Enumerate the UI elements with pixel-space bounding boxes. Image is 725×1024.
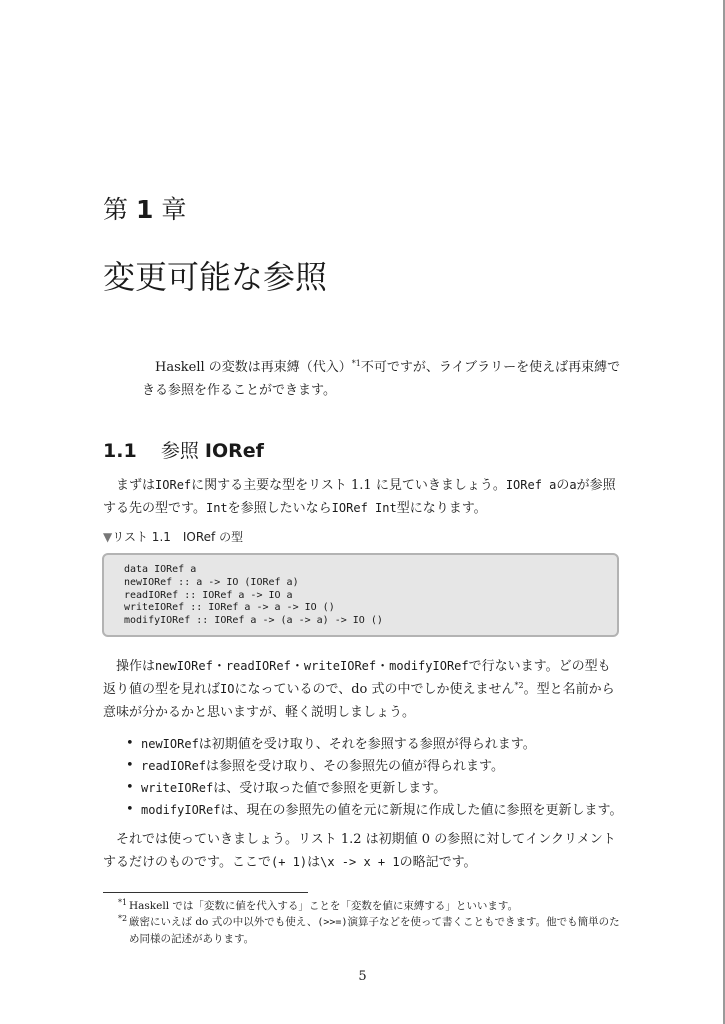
- footnote-ref-2[interactable]: *2: [514, 681, 524, 690]
- footnotes: [103, 898, 623, 947]
- section-heading: 1.1 参照 IORef: [103, 440, 264, 462]
- footnote-1: *1 Haskell では「変数に値を代入する」ことを「変数を値に束縛する」といいます。: [118, 898, 519, 912]
- triangle-marker-icon: ▼: [103, 530, 113, 544]
- bullet-icon: •: [126, 736, 134, 751]
- list-item: • newIORefは初期値を受け取り、それを参照する参照が得られます。: [120, 733, 630, 755]
- paragraph-types: まずはIORefに関する主要な型をリスト 1.1 に見ていきましょう。IORef aのaが参照する先の型です。Intを参照したいならIORef Int型になります。: [103, 478, 616, 516]
- intro-paragraph: Haskell の変数は再束縛（代入）$^{*1}$不可ですが、ライブラリーを使えば再束縛できる参照を作ることができます。: [142, 359, 621, 398]
- paragraph-operations: 操作はnewIORef・readIORef・writeIORef・modifyIORefで行ないます。どの型も返り値の型を見ればIOになっているので、do 式の中でしか使えません$^{*2}$。型と名前から意味が分かるかと思いますが、軽く説明しましょう。: [103, 659, 615, 720]
- list-item: • readIORefは参照を受け取り、その参照先の値が得られます。: [120, 755, 630, 777]
- operations-list: [120, 733, 630, 821]
- page-number: 5: [358, 969, 367, 984]
- footnote-2: *2 厳密にいえば do 式の中以外でも使え、(>>=)演算子などを使って書くこともできます。他でも簡単のため同様の記述があります。: [118, 914, 620, 945]
- footnote-divider: [103, 892, 308, 893]
- listing-caption: ▼リスト 1.1 IORef の型: [103, 530, 244, 544]
- code-block: data IORef a newIORef :: a -> IO (IORef a) readIORef :: IORef a -> IO a writeIORef :: IORef a -> a -> IO () modifyIORef :: IORef a -> (a -> a) -> IO (): [124, 564, 383, 627]
- bullet-icon: •: [126, 758, 134, 773]
- code-listing: [102, 553, 619, 637]
- bullet-icon: •: [126, 802, 134, 817]
- list-item: • modifyIORefは、現在の参照先の値を元に新規に作成した値に参照を更新します。: [120, 799, 630, 821]
- paragraph-usage: それでは使っていきましょう。リスト 1.2 は初期値 0 の参照に対してインクリメントするだけのものです。ここで(+ 1)は\x -> x + 1の略記です。: [103, 832, 616, 870]
- chapter-label: 第 1 章: [103, 195, 187, 224]
- chapter-title: 変更可能な参照: [103, 258, 328, 296]
- bullet-icon: •: [126, 780, 134, 795]
- list-item: • writeIORefは、受け取った値で参照を更新します。: [120, 777, 630, 799]
- footnote-ref-1[interactable]: *1: [351, 359, 361, 368]
